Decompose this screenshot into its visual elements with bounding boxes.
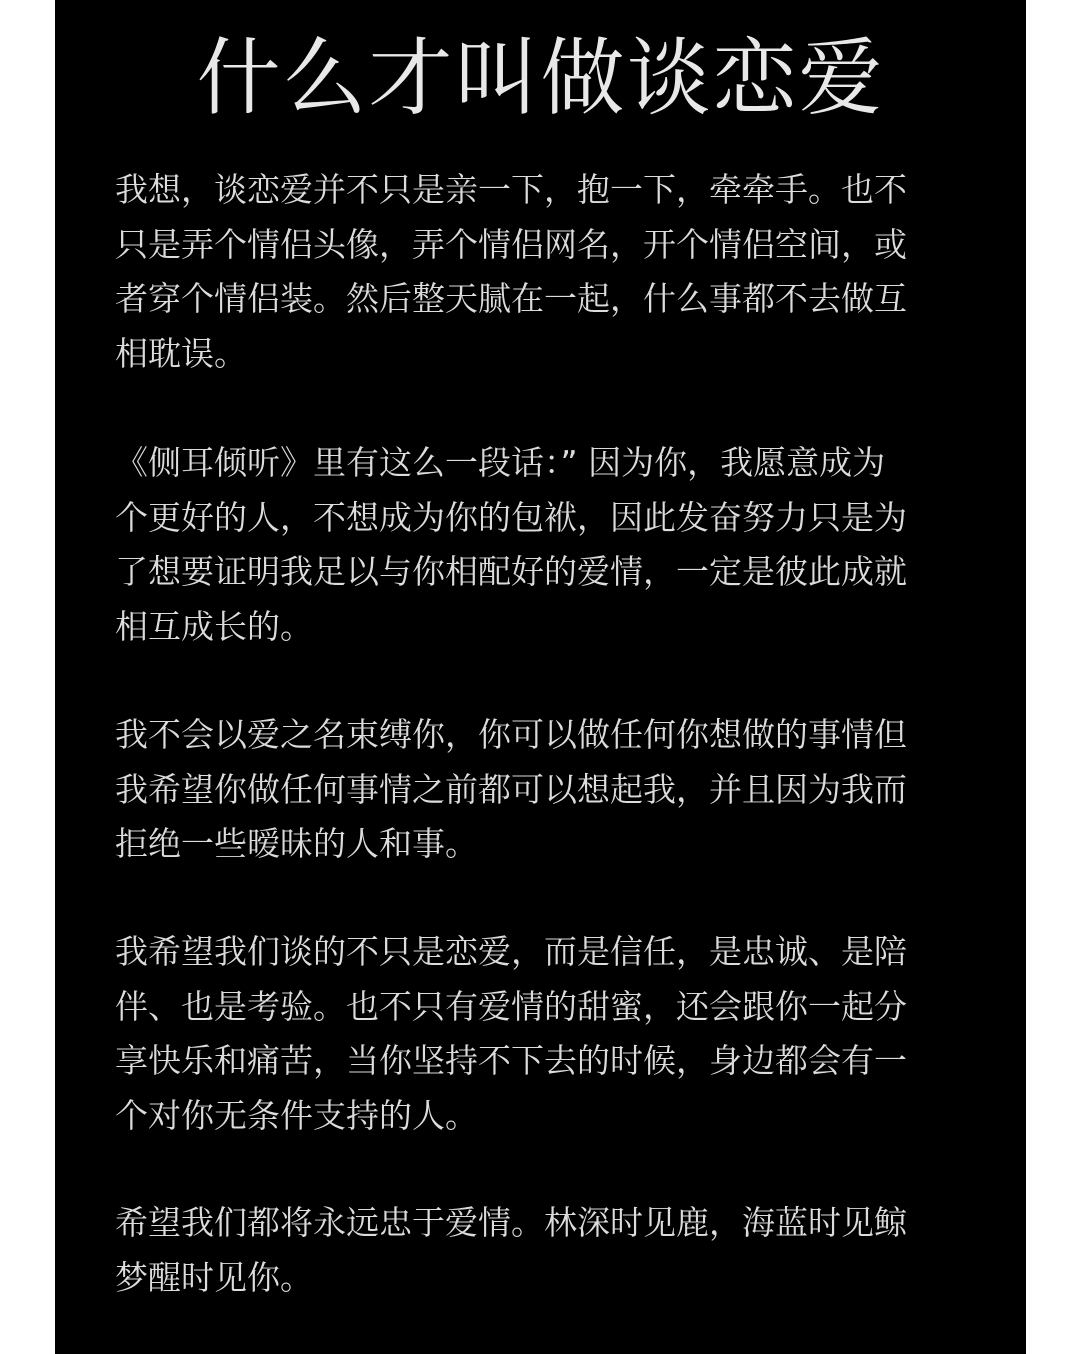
paragraph-4: [115, 925, 955, 1143]
paragraph-line: 相互成长的。: [115, 606, 313, 646]
paragraph-line: 我不会以爱之名束缚你，你可以做任何你想做的事情但: [115, 715, 907, 754]
paragraph-line: 了想要证明我足以与你相配好的爱情，一定是彼此成就: [115, 552, 907, 591]
paragraph-3: [115, 708, 955, 872]
page-title: 什么才叫做谈恋爱: [196, 29, 885, 127]
paragraph-line: 个更好的人，不想成为你的包袱，因此发奋努力只是为: [115, 497, 907, 537]
paragraph-line: 者穿个情侣装。然后整天腻在一起，什么事都不去做互: [115, 279, 907, 318]
paragraph-1: [115, 163, 955, 381]
paragraph-line: 个对你无条件支持的人。: [115, 1095, 478, 1135]
paragraph-line: 《侧耳倾听》里有这么一段话：” 因为你，我愿意成为: [115, 443, 886, 482]
paragraph-2: [115, 436, 955, 654]
paragraph-line: 只是弄个情侣头像，弄个情侣网名，开个情侣空间，或: [115, 224, 907, 264]
paragraph-line: 拒绝一些暧昧的人和事。: [115, 824, 478, 863]
paragraph-line: 享快乐和痛苦，当你坚持不下去的时候，身边都会有一: [115, 1041, 907, 1080]
paragraph-line: 我想，谈恋爱并不只是亲一下，抱一下，牵牵手。也不: [115, 170, 907, 209]
article-panel: [55, 0, 1026, 1354]
paragraph-5: [115, 1196, 955, 1305]
paragraph-line: 梦醒时见你。: [115, 1257, 313, 1297]
paragraph-line: 我希望我们谈的不只是恋爱，而是信任，是忠诚、是陪: [115, 932, 907, 971]
paragraph-line: 伴、也是考验。也不只有爱情的甜蜜，还会跟你一起分: [115, 986, 907, 1026]
paragraph-line: 我希望你做任何事情之前都可以想起我，并且因为我而: [115, 769, 907, 809]
paragraph-line: 相耽误。: [115, 333, 247, 373]
paragraph-line: 希望我们都将永远忠于爱情。林深时见鹿，海蓝时见鲸: [115, 1203, 907, 1242]
